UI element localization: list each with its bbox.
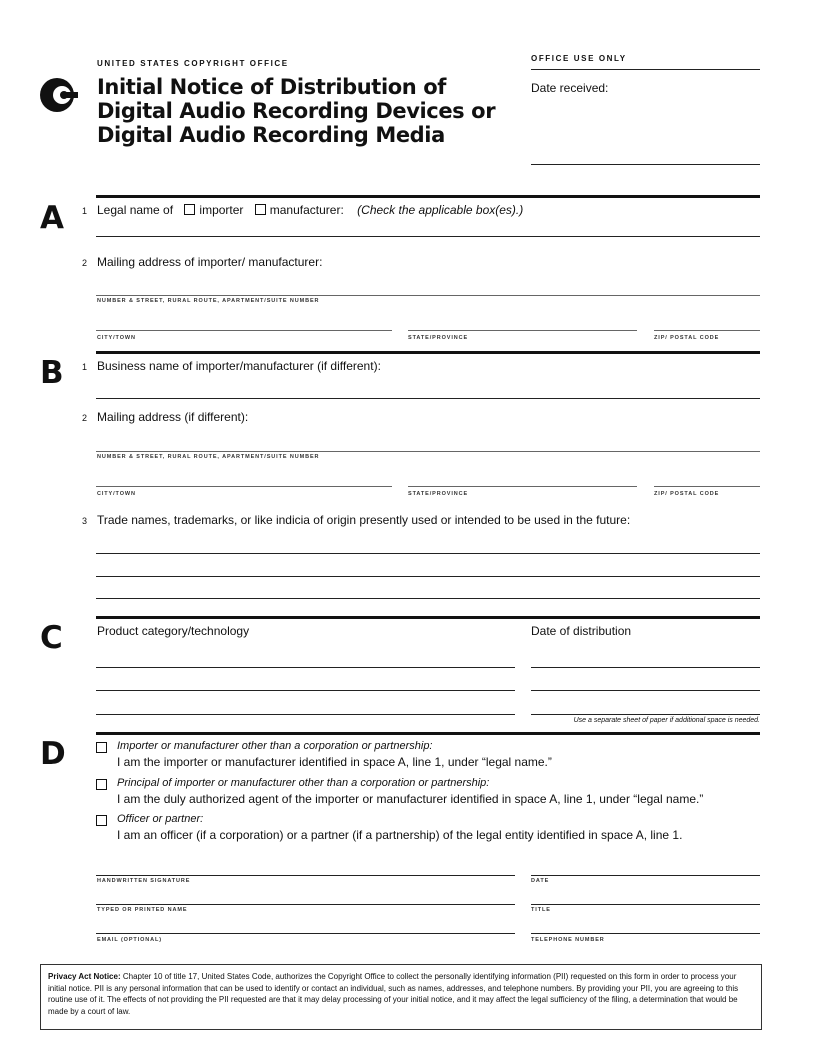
section-a-letter: A [40,200,64,236]
item-number: 1 [82,362,88,372]
date-field[interactable] [531,667,760,668]
trade-names-field[interactable] [96,553,760,554]
copyright-logo-icon [40,77,78,113]
check-hint: (Check the applicable box(es).) [357,203,524,217]
city-caption: CITY/TOWN [97,491,136,497]
city-caption: CITY/TOWN [97,335,136,341]
trade-names-field[interactable] [96,598,760,599]
business-name-field[interactable] [96,398,760,399]
privacy-body: Chapter 10 of title 17, United States Code, authorizes the Copyright Office to collect the personally identifying information (PII) requested on this form in order to process your initial notice. PII is any personal information that can be used to identify or contact an individual, such as names, addresses, and telephone numbers. By providing your PII, you are agreeing to this routine use of it. The effects of not providing the PII requested are that it may delay processing of your initial notice, and it may affect the legal sufficiency of the filing, a determination that would be made by a court of law. [48,972,739,1016]
trade-names-field[interactable] [96,576,760,577]
title-field[interactable] [531,904,760,905]
zip-field[interactable] [654,330,760,331]
agency-name: UNITED STATES COPYRIGHT OFFICE [97,59,289,68]
state-caption: STATE/PROVINCE [408,491,469,497]
manufacturer-label: manufacturer: [269,203,344,217]
phone-field[interactable] [531,933,760,934]
legal-name-field[interactable] [96,236,760,237]
email-field[interactable] [96,933,515,934]
email-caption: EMAIL (OPTIONAL) [97,937,163,943]
date-of-distribution-label: Date of distribution [531,624,632,638]
option-1-checkbox[interactable] [96,742,107,753]
option-3-checkbox[interactable] [96,815,107,826]
form-title-line-3: Digital Audio Recording Media [97,123,445,147]
option-1-title: Importer or manufacturer other than a corporation or partnership: [117,740,433,752]
product-field[interactable] [96,714,515,715]
option-2-text: I am the duly authorized agent of the importer or manufacturer identified in space A, line 1, under “legal name.” [117,792,704,806]
signature-caption: HANDWRITTEN SIGNATURE [97,878,191,884]
legal-name-text: Legal name of [97,203,174,217]
importer-checkbox[interactable] [184,204,195,215]
date-field[interactable] [531,714,760,715]
mailing-address-if-different-label: Mailing address (if different): [97,410,249,424]
form-title-line-2: Digital Audio Recording Devices or [97,99,496,123]
state-field[interactable] [408,486,637,487]
phone-caption: TELEPHONE NUMBER [531,937,605,943]
zip-caption: ZIP/ POSTAL CODE [654,335,720,341]
option-3-text: I am an officer (if a corporation) or a partner (if a partnership) of the legal entity identified in space A, line 1. [117,828,683,842]
manufacturer-checkbox[interactable] [255,204,266,215]
printed-name-field[interactable] [96,904,515,905]
section-rule [96,616,760,619]
option-2-checkbox[interactable] [96,779,107,790]
form-title-line-1: Initial Notice of Distribution of [97,75,446,99]
product-category-label: Product category/technology [97,624,250,638]
office-use-label: OFFICE USE ONLY [531,54,627,63]
zip-field[interactable] [654,486,760,487]
date-caption: DATE [531,878,550,884]
item-number: 3 [82,516,88,526]
section-rule [96,732,760,735]
street-caption: NUMBER & STREET, RURAL ROUTE, APARTMENT/SUITE NUMBER [97,298,320,304]
legal-name-label [97,203,523,217]
item-number: 2 [82,258,88,268]
option-1-text: I am the importer or manufacturer identified in space A, line 1, under “legal name.” [117,755,552,769]
city-field[interactable] [96,330,392,331]
trade-names-label: Trade names, trademarks, or like indicia of origin presently used or intended to be used in the future: [97,513,631,527]
option-2-title: Principal of importer or manufacturer other than a corporation or partnership: [117,777,490,789]
item-number: 1 [82,206,88,216]
extra-space-note: Use a separate sheet of paper if additional space is needed. [573,717,760,724]
option-3-title: Officer or partner: [117,813,204,825]
divider [531,69,760,70]
privacy-notice [40,964,762,1030]
privacy-heading: Privacy Act Notice: [48,972,121,981]
zip-caption: ZIP/ POSTAL CODE [654,491,720,497]
product-field[interactable] [96,667,515,668]
date-received-field [531,164,760,165]
state-caption: STATE/PROVINCE [408,335,469,341]
date-field[interactable] [531,690,760,691]
title-caption: TITLE [531,907,551,913]
signature-field[interactable] [96,875,515,876]
importer-label: importer [199,203,244,217]
street-caption: NUMBER & STREET, RURAL ROUTE, APARTMENT/SUITE NUMBER [97,454,320,460]
state-field[interactable] [408,330,637,331]
section-rule [96,195,760,198]
date-received-label: Date received: [531,81,609,95]
street-field[interactable] [96,451,760,452]
street-field[interactable] [96,295,760,296]
date-field[interactable] [531,875,760,876]
business-name-label: Business name of importer/manufacturer (if different): [97,359,381,373]
section-c-letter: C [40,620,63,656]
mailing-address-label: Mailing address of importer/ manufacturer: [97,255,323,269]
section-rule [96,351,760,354]
city-field[interactable] [96,486,392,487]
section-b-letter: B [40,355,64,391]
item-number: 2 [82,413,88,423]
printed-name-caption: TYPED OR PRINTED NAME [97,907,188,913]
product-field[interactable] [96,690,515,691]
section-d-letter: D [40,736,66,772]
